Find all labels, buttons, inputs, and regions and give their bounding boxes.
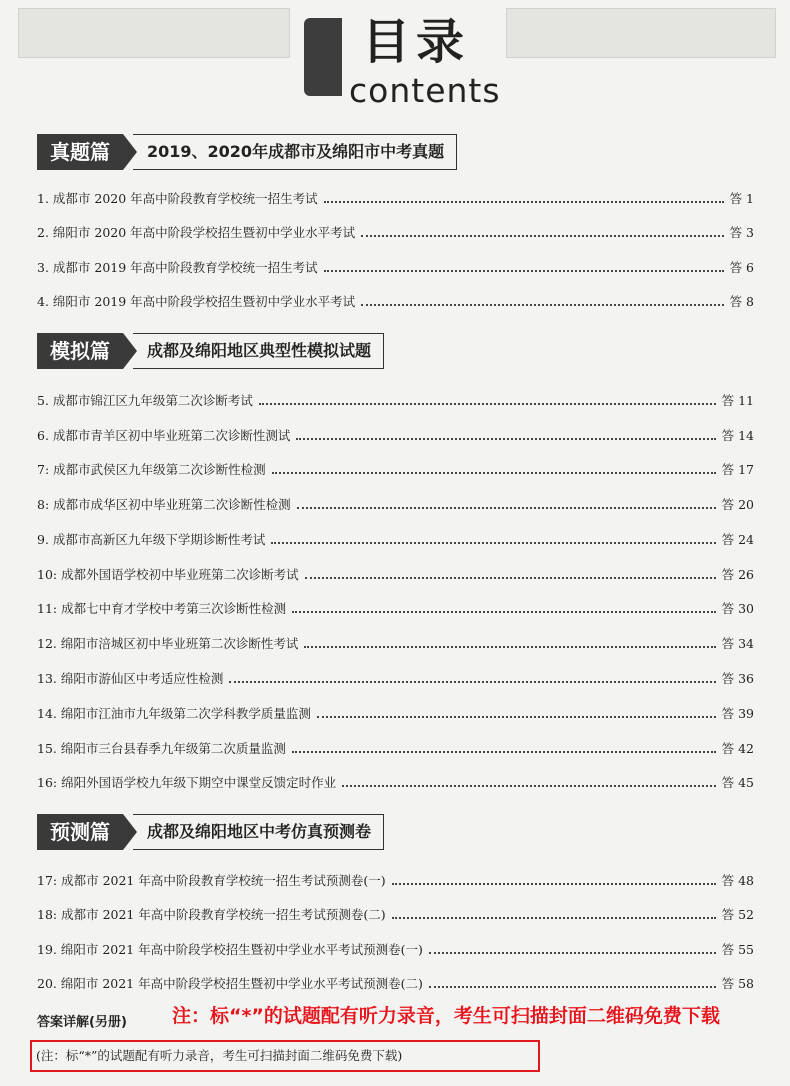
toc-entry[interactable] xyxy=(37,869,754,891)
answer-key-label: 答案详解(另册) xyxy=(37,1015,127,1030)
toc-entry-page: 答 11 xyxy=(721,393,754,408)
toc-entry-page: 答 55 xyxy=(721,942,754,957)
toc-entry-page: 答 1 xyxy=(729,191,754,206)
toc-entry[interactable] xyxy=(37,493,754,515)
section-title: 2019、2020年成都市及绵阳市中考真题 xyxy=(133,134,457,170)
toc-entry[interactable] xyxy=(37,389,754,411)
toc-entry[interactable] xyxy=(37,597,754,619)
toc-entry-title: 16: 绵阳外国语学校九年级下期空中课堂反馈定时作业 xyxy=(37,775,337,790)
toc-entry-page: 答 24 xyxy=(721,532,754,547)
toc-entry[interactable] xyxy=(37,256,754,278)
toc-entry[interactable] xyxy=(37,458,754,480)
toc-entry-title: 13. 绵阳市游仙区中考适应性检测 xyxy=(37,671,224,686)
leader-dots xyxy=(392,883,716,885)
toc-entry-page: 答 6 xyxy=(729,260,754,275)
red-overlay-note: 注：标“*”的试题配有听力录音，考生可扫描封面二维码免费下载 xyxy=(172,1005,720,1027)
leader-dots xyxy=(429,986,716,988)
leader-dots xyxy=(272,472,716,474)
toc-entry-page: 答 36 xyxy=(721,671,754,686)
toc-entry-title: 15. 绵阳市三台县春季九年级第二次质量监测 xyxy=(37,741,286,756)
leader-dots xyxy=(271,542,715,544)
leader-dots xyxy=(296,438,715,440)
toc-entry-title: 18: 成都市 2021 年高中阶段教育学校统一招生考试预测卷(二) xyxy=(37,907,386,922)
toc-entry[interactable] xyxy=(37,771,754,793)
leader-dots xyxy=(259,403,716,405)
toc-entry[interactable] xyxy=(37,632,754,654)
toc-entry[interactable] xyxy=(37,938,754,960)
toc-entry-title: 2. 绵阳市 2020 年高中阶段学校招生暨初中学业水平考试 xyxy=(37,225,356,240)
page-subtitle: contents xyxy=(349,71,501,110)
page-header xyxy=(0,0,790,115)
leader-dots xyxy=(361,235,723,237)
toc-entry[interactable] xyxy=(37,221,754,243)
faded-bleed-through-left xyxy=(18,8,290,58)
toc-entry-page: 答 45 xyxy=(721,775,754,790)
section-title: 成都及绵阳地区典型性模拟试题 xyxy=(133,333,384,369)
title-tab-decoration xyxy=(304,18,342,96)
toc-entry-title: 1. 成都市 2020 年高中阶段教育学校统一招生考试 xyxy=(37,191,318,206)
toc-entry[interactable] xyxy=(37,187,754,209)
toc-entry-page: 答 3 xyxy=(729,225,754,240)
leader-dots xyxy=(304,646,715,648)
toc-entry-title: 10: 成都外国语学校初中毕业班第二次诊断考试 xyxy=(37,567,299,582)
toc-entry[interactable] xyxy=(37,702,754,724)
toc-entry-title: 14. 绵阳市江油市九年级第二次学科教学质量监测 xyxy=(37,706,311,721)
leader-dots xyxy=(429,952,716,954)
section-title: 成都及绵阳地区中考仿真预测卷 xyxy=(133,814,384,850)
boxed-note: (注：标“*”的试题配有听力录音，考生可扫描封面二维码免费下载) xyxy=(36,1048,403,1063)
leader-dots xyxy=(317,716,716,718)
toc-entry-title: 4. 绵阳市 2019 年高中阶段学校招生暨初中学业水平考试 xyxy=(37,294,356,309)
toc-entry[interactable] xyxy=(37,290,754,312)
toc-entry-title: 20. 绵阳市 2021 年高中阶段学校招生暨初中学业水平考试预测卷(二) xyxy=(37,976,423,991)
leader-dots xyxy=(392,917,716,919)
toc-entry[interactable] xyxy=(37,737,754,759)
leader-dots xyxy=(229,681,715,683)
toc-entry[interactable] xyxy=(37,903,754,925)
toc-entry-title: 19. 绵阳市 2021 年高中阶段学校招生暨初中学业水平考试预测卷(一) xyxy=(37,942,423,957)
toc-entry-title: 9. 成都市高新区九年级下学期诊断性考试 xyxy=(37,532,266,547)
faded-bleed-through-right xyxy=(506,8,776,58)
toc-entry-title: 7: 成都市武侯区九年级第二次诊断性检测 xyxy=(37,462,266,477)
toc-entry-page: 答 48 xyxy=(721,873,754,888)
toc-entry-page: 答 42 xyxy=(721,741,754,756)
section-label: 真题篇 xyxy=(37,134,123,170)
toc-entry-page: 答 30 xyxy=(721,601,754,616)
toc-entry-title: 6. 成都市青羊区初中毕业班第二次诊断性测试 xyxy=(37,428,291,443)
leader-dots xyxy=(297,507,716,509)
toc-entry-page: 答 58 xyxy=(721,976,754,991)
leader-dots xyxy=(292,751,716,753)
toc-entry-page: 答 34 xyxy=(721,636,754,651)
toc-entry-page: 答 8 xyxy=(729,294,754,309)
toc-entry[interactable] xyxy=(37,528,754,550)
toc-entry-title: 8: 成都市成华区初中毕业班第二次诊断性检测 xyxy=(37,497,291,512)
section-label: 预测篇 xyxy=(37,814,123,850)
toc-entry-page: 答 17 xyxy=(721,462,754,477)
toc-entry-title: 11: 成都七中育才学校中考第三次诊断性检测 xyxy=(37,601,287,616)
toc-entry[interactable] xyxy=(37,667,754,689)
leader-dots xyxy=(324,270,724,272)
toc-entry-page: 答 20 xyxy=(721,497,754,512)
toc-entry[interactable] xyxy=(37,972,754,994)
toc-entry-page: 答 14 xyxy=(721,428,754,443)
toc-entry-title: 3. 成都市 2019 年高中阶段教育学校统一招生考试 xyxy=(37,260,318,275)
leader-dots xyxy=(342,785,716,787)
leader-dots xyxy=(305,577,716,579)
toc-entry-title: 17: 成都市 2021 年高中阶段教育学校统一招生考试预测卷(一) xyxy=(37,873,386,888)
leader-dots xyxy=(324,201,724,203)
toc-entry-page: 答 52 xyxy=(721,907,754,922)
toc-entry-title: 5. 成都市锦江区九年级第二次诊断考试 xyxy=(37,393,253,408)
section-label: 模拟篇 xyxy=(37,333,123,369)
leader-dots xyxy=(361,304,723,306)
toc-entry-title: 12. 绵阳市涪城区初中毕业班第二次诊断性考试 xyxy=(37,636,299,651)
toc-entry-page: 答 39 xyxy=(721,706,754,721)
toc-entry[interactable] xyxy=(37,563,754,585)
page-title: 目录 xyxy=(362,14,471,70)
toc-entry-page: 答 26 xyxy=(721,567,754,582)
toc-entry[interactable] xyxy=(37,424,754,446)
leader-dots xyxy=(292,611,716,613)
